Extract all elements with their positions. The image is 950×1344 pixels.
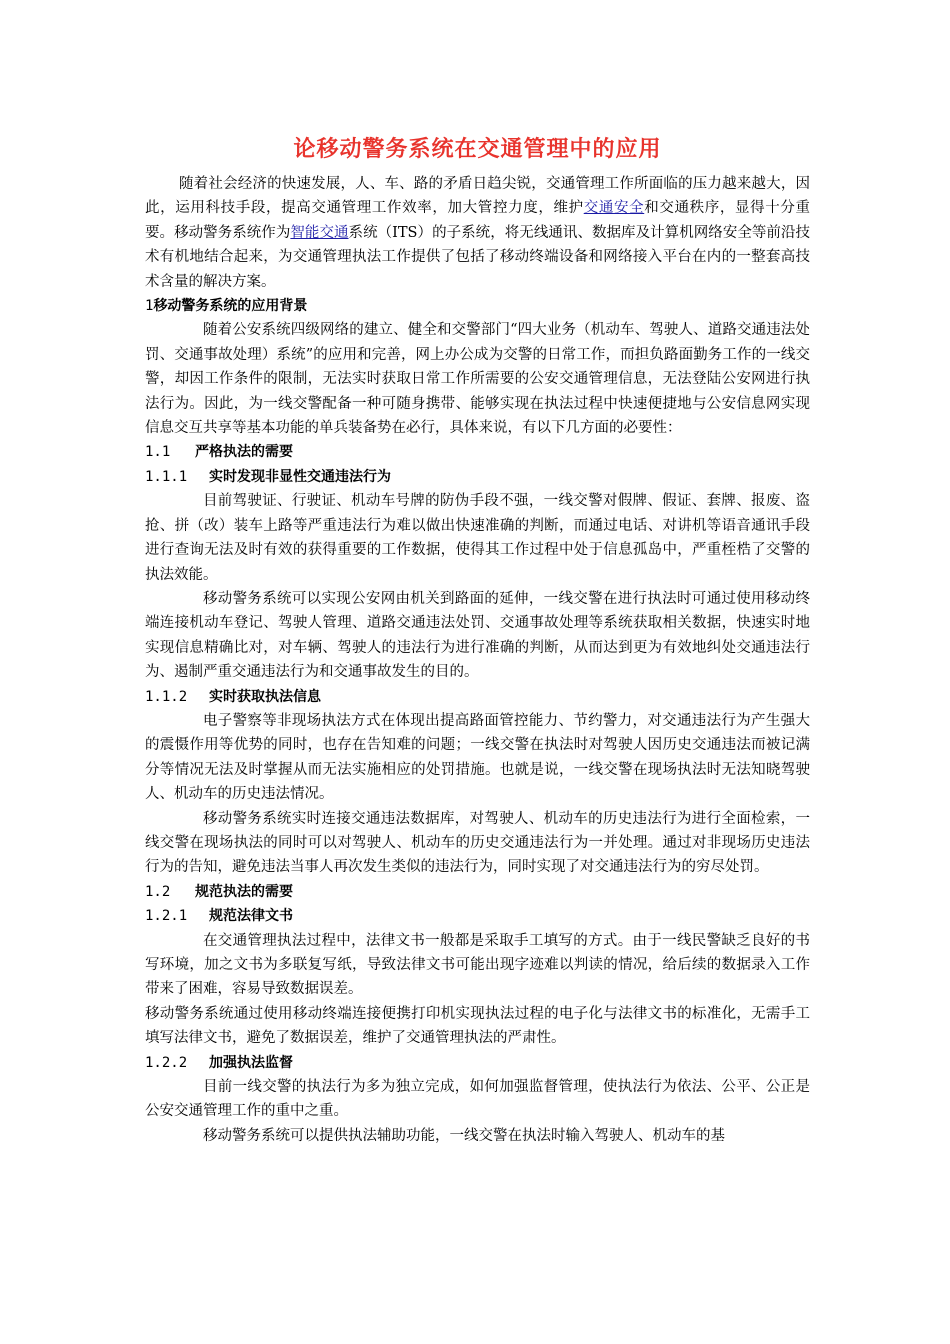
section-1-2-2-heading xyxy=(145,1051,810,1075)
document-page xyxy=(145,132,810,1148)
section-1-1-2-paragraph-2: 移动警务系统实时连接交通违法数据库，对驾驶人、机动车的历史违法行为进行全面检索，一线交警在现场执法的同时可以对驾驶人、机动车的历史交通违法行为一并处理。通过对非现场历史违法行为的告知，避免违法当事人再次发生类似的违法行为，同时实现了对交通违法行为的穷尽处罚。 xyxy=(145,810,810,876)
intro-text-2: 和交通秩序，显得十分重要。移动警务系统作为 xyxy=(145,200,811,241)
section-title: 移动警务系统的应用背景 xyxy=(153,298,308,315)
section-number: 1.1.2 xyxy=(145,688,188,705)
section-1-2-2-paragraph-2: 移动警务系统可以提供执法辅助功能，一线交警在执法时输入驾驶人、机动车的基 xyxy=(203,1127,725,1144)
section-1-heading xyxy=(145,294,810,318)
section-title: 实时获取执法信息 xyxy=(209,688,321,705)
section-number: 1.2 xyxy=(145,883,171,900)
section-1-2-1-paragraph-1: 在交通管理执法过程中，法律文书一般都是采取手工填写的方式。由于一线民警缺乏良好的书写环境，加之文书为多联复写纸，导致法律文书可能出现字迹难以判读的情况，给后续的数据录入工作带来了困难，容易导致数据误差。 xyxy=(145,932,810,998)
section-1-2-1-paragraph-2: 移动警务系统通过使用移动终端连接便携打印机实现执法过程的电子化与法律文书的标准化，无需手工填写法律文书，避免了数据误差，维护了交通管理执法的严肃性。 xyxy=(145,1005,810,1047)
section-number: 1.1 xyxy=(145,444,171,461)
section-number: 1.2.1 xyxy=(145,908,188,925)
section-1-1-1-paragraph-1: 目前驾驶证、行驶证、机动车号牌的防伪手段不强，一线交警对假牌、假证、套牌、报废、盗抢、拼（改）装车上路等严重违法行为难以做出快速准确的判断，而通过电话、对讲机等语音通讯手段进行查询无法及时有效的获得重要的工作数据，使得其工作过程中处于信息孤岛中，严重桎梏了交警的执法效能。 xyxy=(145,493,810,583)
section-1-paragraph-1: 随着公安系统四级网络的建立、健全和交警部门“四大业务（机动车、驾驶人、道路交通违法处罚、交通事故处理）系统”的应用和完善，网上办公成为交警的日常工作，而担负路面勤务工作的一线交警，却因工作条件的限制，无法实时获取日常工作所需要的公安交通管理信息，无法登陆公安网进行执法行为。因此，为一线交警配备一种可随身携带、能够实现在执法过程中快速便捷地与公安信息网实现信息交互共享等基本功能的单兵装备势在必行，具体来说，有以下几方面的必要性： xyxy=(145,322,810,437)
section-title: 规范执法的需要 xyxy=(195,883,293,900)
section-1-2-heading xyxy=(145,880,810,904)
section-1-1-1-paragraph-2: 移动警务系统可以实现公安网由机关到路面的延伸，一线交警在进行执法时可通过使用移动终端连接机动车登记、驾驶人管理、道路交通违法处罚、交通事故处理等系统获取相关数据，快速实时地实现信息精确比对，对车辆、驾驶人的违法行为进行准确的判断，从而达到更为有效地纠处交通违法行为、遏制严重交通违法行为和交通事故发生的目的。 xyxy=(145,590,810,681)
section-1-2-2-paragraph-1: 目前一线交警的执法行为多为独立完成，如何加强监督管理，使执法行为依法、公平、公正是公安交通管理工作的重中之重。 xyxy=(145,1079,810,1120)
section-title: 加强执法监督 xyxy=(209,1054,293,1071)
link-traffic-safety[interactable]: 交通安全 xyxy=(583,200,645,217)
section-1-1-heading xyxy=(145,440,810,464)
section-title: 严格执法的需要 xyxy=(195,444,293,461)
intro-text-1: 随着社会经济的快速发展，人、车、路的矛盾日趋尖锐，交通管理工作所面临的压力越来越大，因此，运用科技手段，提高交通管理工作效率，加大管控力度，维护 xyxy=(145,176,810,217)
section-1-1-2-paragraph-1: 电子警察等非现场执法方式在体现出提高路面管控能力、节约警力，对交通违法行为产生强大的震慑作用等优势的同时，也存在告知难的问题；一线交警在执法时对驾驶人因历史交通违法而被记满分等情况无法及时掌握从而无法实施相应的处罚措施。也就是说，一线交警在现场执法时无法知晓驾驶人、机动车的历史违法情况。 xyxy=(145,712,810,803)
section-1-2-1-heading xyxy=(145,904,810,928)
section-title: 规范法律文书 xyxy=(209,908,293,925)
section-number: 1.1.1 xyxy=(145,468,188,485)
section-1-1-2-heading xyxy=(145,685,810,709)
document-title: 论移动警务系统在交通管理中的应用 xyxy=(293,137,662,162)
intro-paragraph xyxy=(145,172,810,294)
section-title: 实时发现非显性交通违法行为 xyxy=(209,468,391,485)
intro-text-3: 系统（ITS）的子系统，将无线通讯、数据库及计算机网络安全等前沿技术有机地结合起来，为交通管理执法工作提供了包括了移动终端设备和网络接入平台在内的一整套高技术含量的解决方案。 xyxy=(145,224,811,290)
link-intelligent-transport[interactable]: 智能交通 xyxy=(290,224,349,241)
section-1-1-1-heading xyxy=(145,465,810,489)
section-number: 1 xyxy=(145,298,154,315)
section-number: 1.2.2 xyxy=(145,1054,188,1071)
